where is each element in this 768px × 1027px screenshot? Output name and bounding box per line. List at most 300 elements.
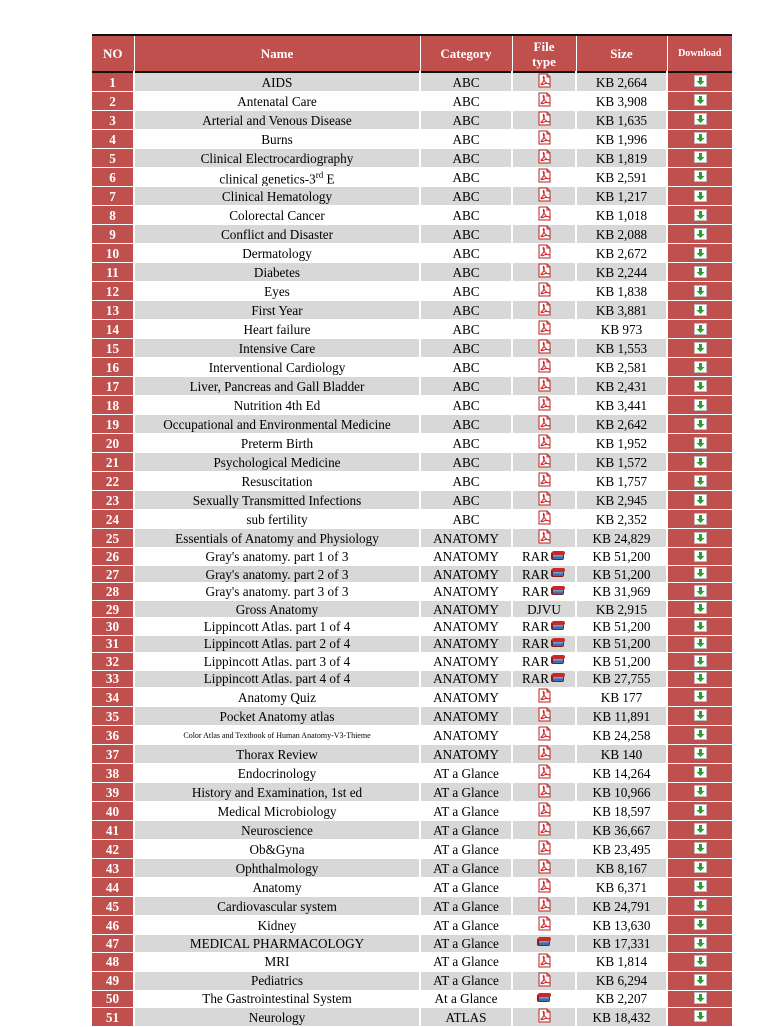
row-number: 43 bbox=[92, 859, 134, 878]
download-arrow-icon[interactable] bbox=[694, 899, 707, 914]
book-name: Neurology bbox=[134, 1008, 420, 1027]
book-category: ABC bbox=[420, 130, 512, 149]
pdf-file-icon[interactable] bbox=[537, 745, 552, 763]
rar-archive-icon[interactable] bbox=[536, 935, 552, 951]
book-name: Conflict and Disaster bbox=[134, 225, 420, 244]
pdf-file-icon[interactable] bbox=[537, 130, 552, 148]
pdf-file-icon[interactable] bbox=[537, 897, 552, 915]
pdf-file-icon[interactable] bbox=[537, 916, 552, 934]
table-row bbox=[92, 897, 732, 916]
row-number: 48 bbox=[92, 952, 134, 971]
pdf-file-icon[interactable] bbox=[537, 358, 552, 376]
book-name: Gray's anatomy. part 3 of 3 bbox=[134, 583, 420, 600]
file-size: KB 2,945 bbox=[576, 491, 667, 510]
book-category: ABC bbox=[420, 187, 512, 206]
table-row bbox=[92, 244, 732, 263]
download-cell bbox=[667, 548, 732, 565]
row-number: 47 bbox=[92, 935, 134, 952]
download-arrow-icon[interactable] bbox=[694, 637, 707, 652]
file-type bbox=[512, 859, 576, 878]
download-arrow-icon[interactable] bbox=[694, 880, 707, 895]
download-cell bbox=[667, 916, 732, 935]
download-arrow-icon[interactable] bbox=[694, 728, 707, 743]
pdf-file-icon[interactable] bbox=[537, 859, 552, 877]
book-category: ABC bbox=[420, 206, 512, 225]
book-name: sub fertility bbox=[134, 510, 420, 529]
download-cell bbox=[667, 92, 732, 111]
download-arrow-icon[interactable] bbox=[694, 323, 707, 338]
file-type bbox=[512, 187, 576, 206]
download-arrow-icon[interactable] bbox=[694, 861, 707, 876]
pdf-file-icon[interactable] bbox=[537, 73, 552, 91]
row-number: 17 bbox=[92, 377, 134, 396]
download-arrow-icon[interactable] bbox=[694, 342, 707, 357]
book-category: ANATOMY bbox=[420, 583, 512, 600]
download-arrow-icon[interactable] bbox=[694, 151, 707, 166]
download-arrow-icon[interactable] bbox=[694, 228, 707, 243]
book-category: ANATOMY bbox=[420, 618, 512, 635]
download-arrow-icon[interactable] bbox=[694, 209, 707, 224]
file-type bbox=[512, 149, 576, 168]
file-size: KB 24,829 bbox=[576, 529, 667, 548]
book-name: Ob&Gyna bbox=[134, 840, 420, 859]
book-name: Diabetes bbox=[134, 263, 420, 282]
file-size: KB 13,630 bbox=[576, 916, 667, 935]
book-category: ABC bbox=[420, 491, 512, 510]
download-cell bbox=[667, 600, 732, 617]
row-number: 30 bbox=[92, 618, 134, 635]
table-row bbox=[92, 358, 732, 377]
file-size: KB 51,200 bbox=[576, 565, 667, 582]
download-arrow-icon[interactable] bbox=[694, 418, 707, 433]
file-size: KB 51,200 bbox=[576, 635, 667, 652]
book-category: AT a Glance bbox=[420, 952, 512, 971]
download-arrow-icon[interactable] bbox=[694, 266, 707, 281]
file-type-label: RAR bbox=[521, 566, 550, 582]
rar-archive-icon[interactable] bbox=[550, 584, 566, 600]
table-row bbox=[92, 600, 732, 617]
download-cell bbox=[667, 244, 732, 263]
download-cell bbox=[667, 653, 732, 670]
download-cell bbox=[667, 149, 732, 168]
pdf-file-icon[interactable] bbox=[537, 972, 552, 990]
download-arrow-icon[interactable] bbox=[694, 690, 707, 705]
download-cell bbox=[667, 434, 732, 453]
book-category: AT a Glance bbox=[420, 897, 512, 916]
book-category: AT a Glance bbox=[420, 916, 512, 935]
download-cell bbox=[667, 840, 732, 859]
rar-archive-icon[interactable] bbox=[550, 619, 566, 635]
pdf-file-icon[interactable] bbox=[537, 472, 552, 490]
row-number: 9 bbox=[92, 225, 134, 244]
table-row bbox=[92, 726, 732, 745]
book-name: Ophthalmology bbox=[134, 859, 420, 878]
pdf-file-icon[interactable] bbox=[537, 953, 552, 971]
file-size: KB 3,881 bbox=[576, 301, 667, 320]
book-name-text: clinical genetics-3 bbox=[219, 171, 316, 187]
row-number: 36 bbox=[92, 726, 134, 745]
file-type bbox=[512, 396, 576, 415]
row-number: 15 bbox=[92, 339, 134, 358]
book-name: First Year bbox=[134, 301, 420, 320]
file-size: KB 51,200 bbox=[576, 618, 667, 635]
file-size: KB 2,672 bbox=[576, 244, 667, 263]
book-category: ABC bbox=[420, 510, 512, 529]
pdf-file-icon[interactable] bbox=[537, 301, 552, 319]
file-type bbox=[512, 263, 576, 282]
table-row bbox=[92, 840, 732, 859]
download-arrow-icon[interactable] bbox=[694, 75, 707, 90]
file-size: KB 2,207 bbox=[576, 990, 667, 1007]
table-row bbox=[92, 187, 732, 206]
rar-archive-icon[interactable] bbox=[550, 549, 566, 565]
pdf-file-icon[interactable] bbox=[537, 111, 552, 129]
row-number: 41 bbox=[92, 821, 134, 840]
pdf-file-icon[interactable] bbox=[537, 510, 552, 528]
file-type-label: DJVU bbox=[527, 601, 561, 617]
row-number: 39 bbox=[92, 783, 134, 802]
file-type bbox=[512, 565, 576, 582]
row-number: 23 bbox=[92, 491, 134, 510]
book-category: ANATOMY bbox=[420, 688, 512, 707]
download-arrow-icon[interactable] bbox=[694, 804, 707, 819]
download-arrow-icon[interactable] bbox=[694, 992, 707, 1007]
rar-archive-icon[interactable] bbox=[550, 636, 566, 652]
download-cell bbox=[667, 635, 732, 652]
file-type bbox=[512, 415, 576, 434]
header-row bbox=[92, 35, 732, 72]
download-cell bbox=[667, 990, 732, 1007]
download-arrow-icon[interactable] bbox=[694, 247, 707, 262]
download-cell bbox=[667, 783, 732, 802]
pdf-file-icon[interactable] bbox=[537, 206, 552, 224]
row-number: 20 bbox=[92, 434, 134, 453]
pdf-file-icon[interactable] bbox=[537, 1008, 552, 1026]
rar-archive-icon[interactable] bbox=[536, 991, 552, 1007]
file-size: KB 2,581 bbox=[576, 358, 667, 377]
header-no: NO bbox=[92, 35, 134, 72]
download-arrow-icon[interactable] bbox=[694, 974, 707, 989]
book-category: ABC bbox=[420, 301, 512, 320]
book-list-sheet bbox=[92, 34, 732, 1027]
download-arrow-icon[interactable] bbox=[694, 672, 707, 687]
download-arrow-icon[interactable] bbox=[694, 380, 707, 395]
book-name: Essentials of Anatomy and Physiology bbox=[134, 529, 420, 548]
file-size: KB 1,572 bbox=[576, 453, 667, 472]
book-category: ATLAS bbox=[420, 1008, 512, 1027]
download-arrow-icon[interactable] bbox=[694, 585, 707, 600]
file-type bbox=[512, 206, 576, 225]
book-name: Intensive Care bbox=[134, 339, 420, 358]
download-cell bbox=[667, 859, 732, 878]
table-row bbox=[92, 971, 732, 990]
book-name: Lippincott Atlas. part 1 of 4 bbox=[134, 618, 420, 635]
file-size: KB 17,331 bbox=[576, 935, 667, 952]
rar-archive-icon[interactable] bbox=[550, 671, 566, 687]
download-arrow-icon[interactable] bbox=[694, 620, 707, 635]
book-name: Color Atlas and Textbook of Human Anatomy-V3-Thieme bbox=[134, 726, 420, 745]
table-row bbox=[92, 548, 732, 565]
pdf-file-icon[interactable] bbox=[537, 377, 552, 395]
download-arrow-icon[interactable] bbox=[694, 170, 707, 185]
table-row bbox=[92, 688, 732, 707]
download-cell bbox=[667, 821, 732, 840]
pdf-file-icon[interactable] bbox=[537, 491, 552, 509]
row-number: 10 bbox=[92, 244, 134, 263]
book-category: ANATOMY bbox=[420, 707, 512, 726]
book-category: AT a Glance bbox=[420, 783, 512, 802]
header-file-type-line2: type bbox=[532, 53, 556, 69]
file-type bbox=[512, 653, 576, 670]
download-arrow-icon[interactable] bbox=[694, 766, 707, 781]
row-number: 4 bbox=[92, 130, 134, 149]
file-size: KB 8,167 bbox=[576, 859, 667, 878]
download-arrow-icon[interactable] bbox=[694, 785, 707, 800]
download-cell bbox=[667, 565, 732, 582]
row-number: 32 bbox=[92, 653, 134, 670]
pdf-file-icon[interactable] bbox=[537, 339, 552, 357]
row-number: 44 bbox=[92, 878, 134, 897]
book-category: AT a Glance bbox=[420, 935, 512, 952]
book-name: Pediatrics bbox=[134, 971, 420, 990]
pdf-file-icon[interactable] bbox=[537, 726, 552, 744]
download-cell bbox=[667, 688, 732, 707]
download-arrow-icon[interactable] bbox=[694, 132, 707, 147]
download-cell bbox=[667, 72, 732, 92]
pdf-file-icon[interactable] bbox=[537, 783, 552, 801]
book-name: Gray's anatomy. part 1 of 3 bbox=[134, 548, 420, 565]
book-name: Heart failure bbox=[134, 320, 420, 339]
download-cell bbox=[667, 453, 732, 472]
download-cell bbox=[667, 130, 732, 149]
pdf-file-icon[interactable] bbox=[537, 821, 552, 839]
pdf-file-icon[interactable] bbox=[537, 168, 552, 186]
file-type bbox=[512, 670, 576, 687]
file-type bbox=[512, 764, 576, 783]
pdf-file-icon[interactable] bbox=[537, 688, 552, 706]
book-category: AT a Glance bbox=[420, 840, 512, 859]
file-size: KB 2,088 bbox=[576, 225, 667, 244]
book-name: AIDS bbox=[134, 72, 420, 92]
book-category: ABC bbox=[420, 72, 512, 92]
book-name bbox=[134, 168, 420, 187]
file-type bbox=[512, 491, 576, 510]
row-number: 24 bbox=[92, 510, 134, 529]
rar-archive-icon[interactable] bbox=[550, 566, 566, 582]
pdf-file-icon[interactable] bbox=[537, 244, 552, 262]
pdf-file-icon[interactable] bbox=[537, 802, 552, 820]
download-arrow-icon[interactable] bbox=[694, 304, 707, 319]
download-cell bbox=[667, 396, 732, 415]
row-number: 33 bbox=[92, 670, 134, 687]
download-arrow-icon[interactable] bbox=[694, 399, 707, 414]
book-name: Clinical Hematology bbox=[134, 187, 420, 206]
book-category: ABC bbox=[420, 111, 512, 130]
download-arrow-icon[interactable] bbox=[694, 567, 707, 582]
file-type bbox=[512, 434, 576, 453]
download-arrow-icon[interactable] bbox=[694, 747, 707, 762]
download-arrow-icon[interactable] bbox=[694, 602, 707, 617]
rar-archive-icon[interactable] bbox=[550, 653, 566, 669]
row-number: 21 bbox=[92, 453, 134, 472]
book-name: Medical Microbiology bbox=[134, 802, 420, 821]
file-type bbox=[512, 878, 576, 897]
book-table bbox=[92, 34, 732, 1027]
download-arrow-icon[interactable] bbox=[694, 655, 707, 670]
row-number: 35 bbox=[92, 707, 134, 726]
book-category: ANATOMY bbox=[420, 635, 512, 652]
book-name-superscript: rd bbox=[315, 170, 324, 180]
book-category: ABC bbox=[420, 320, 512, 339]
book-category: ANATOMY bbox=[420, 600, 512, 617]
row-number: 6 bbox=[92, 168, 134, 187]
file-type bbox=[512, 990, 576, 1007]
book-name-suffix: E bbox=[323, 171, 335, 187]
pdf-file-icon[interactable] bbox=[537, 320, 552, 338]
file-size: KB 1,819 bbox=[576, 149, 667, 168]
table-row bbox=[92, 72, 732, 92]
download-cell bbox=[667, 802, 732, 821]
row-number: 42 bbox=[92, 840, 134, 859]
book-name: Anatomy Quiz bbox=[134, 688, 420, 707]
download-cell bbox=[667, 472, 732, 491]
book-name: Clinical Electrocardiography bbox=[134, 149, 420, 168]
book-name: Gray's anatomy. part 2 of 3 bbox=[134, 565, 420, 582]
download-arrow-icon[interactable] bbox=[694, 456, 707, 471]
row-number: 19 bbox=[92, 415, 134, 434]
book-name: Pocket Anatomy atlas bbox=[134, 707, 420, 726]
pdf-file-icon[interactable] bbox=[537, 396, 552, 414]
table-row bbox=[92, 92, 732, 111]
book-category: ABC bbox=[420, 377, 512, 396]
book-category: ABC bbox=[420, 92, 512, 111]
download-cell bbox=[667, 415, 732, 434]
pdf-file-icon[interactable] bbox=[537, 263, 552, 281]
book-category: ANATOMY bbox=[420, 745, 512, 764]
row-number: 40 bbox=[92, 802, 134, 821]
table-row bbox=[92, 149, 732, 168]
book-category: ANATOMY bbox=[420, 653, 512, 670]
table-row bbox=[92, 529, 732, 548]
table-row bbox=[92, 320, 732, 339]
book-category: ABC bbox=[420, 282, 512, 301]
book-category: ABC bbox=[420, 244, 512, 263]
book-name: Sexually Transmitted Infections bbox=[134, 491, 420, 510]
file-type bbox=[512, 244, 576, 263]
table-row bbox=[92, 301, 732, 320]
download-arrow-icon[interactable] bbox=[694, 94, 707, 109]
file-type-label: RAR bbox=[521, 653, 550, 669]
download-cell bbox=[667, 263, 732, 282]
pdf-file-icon[interactable] bbox=[537, 764, 552, 782]
download-cell bbox=[667, 510, 732, 529]
download-cell bbox=[667, 282, 732, 301]
book-name: Nutrition 4th Ed bbox=[134, 396, 420, 415]
download-arrow-icon[interactable] bbox=[694, 285, 707, 300]
file-size: KB 1,757 bbox=[576, 472, 667, 491]
download-arrow-icon[interactable] bbox=[694, 955, 707, 970]
header-size: Size bbox=[576, 35, 667, 72]
download-cell bbox=[667, 878, 732, 897]
download-arrow-icon[interactable] bbox=[694, 361, 707, 376]
download-cell bbox=[667, 618, 732, 635]
download-arrow-icon[interactable] bbox=[694, 494, 707, 509]
download-arrow-icon[interactable] bbox=[694, 532, 707, 547]
row-number: 46 bbox=[92, 916, 134, 935]
row-number: 3 bbox=[92, 111, 134, 130]
pdf-file-icon[interactable] bbox=[537, 187, 552, 205]
file-size: KB 31,969 bbox=[576, 583, 667, 600]
row-number: 37 bbox=[92, 745, 134, 764]
file-size: KB 1,838 bbox=[576, 282, 667, 301]
file-size: KB 177 bbox=[576, 688, 667, 707]
download-cell bbox=[667, 339, 732, 358]
download-arrow-icon[interactable] bbox=[694, 709, 707, 724]
row-number: 22 bbox=[92, 472, 134, 491]
book-category: ABC bbox=[420, 396, 512, 415]
row-number: 49 bbox=[92, 971, 134, 990]
pdf-file-icon[interactable] bbox=[537, 707, 552, 725]
download-cell bbox=[667, 301, 732, 320]
download-arrow-icon[interactable] bbox=[694, 475, 707, 490]
file-size: KB 1,217 bbox=[576, 187, 667, 206]
row-number: 27 bbox=[92, 565, 134, 582]
file-size: KB 1,952 bbox=[576, 434, 667, 453]
pdf-file-icon[interactable] bbox=[537, 434, 552, 452]
pdf-file-icon[interactable] bbox=[537, 225, 552, 243]
table-row bbox=[92, 225, 732, 244]
pdf-file-icon[interactable] bbox=[537, 282, 552, 300]
download-arrow-icon[interactable] bbox=[694, 823, 707, 838]
table-row bbox=[92, 434, 732, 453]
pdf-file-icon[interactable] bbox=[537, 415, 552, 433]
download-arrow-icon[interactable] bbox=[694, 937, 707, 952]
download-arrow-icon[interactable] bbox=[694, 113, 707, 128]
download-arrow-icon[interactable] bbox=[694, 190, 707, 205]
table-row bbox=[92, 168, 732, 187]
book-name: Antenatal Care bbox=[134, 92, 420, 111]
book-name: Thorax Review bbox=[134, 745, 420, 764]
download-arrow-icon[interactable] bbox=[694, 437, 707, 452]
file-type-label: RAR bbox=[521, 584, 550, 600]
row-number: 50 bbox=[92, 990, 134, 1007]
pdf-file-icon[interactable] bbox=[537, 840, 552, 858]
book-name: Lippincott Atlas. part 3 of 4 bbox=[134, 653, 420, 670]
download-arrow-icon[interactable] bbox=[694, 918, 707, 933]
pdf-file-icon[interactable] bbox=[537, 529, 552, 547]
table-row bbox=[92, 111, 732, 130]
download-arrow-icon[interactable] bbox=[694, 842, 707, 857]
download-arrow-icon[interactable] bbox=[694, 1010, 707, 1025]
download-arrow-icon[interactable] bbox=[694, 513, 707, 528]
table-row bbox=[92, 878, 732, 897]
book-category: ABC bbox=[420, 263, 512, 282]
file-size: KB 1,635 bbox=[576, 111, 667, 130]
pdf-file-icon[interactable] bbox=[537, 878, 552, 896]
file-size: KB 18,597 bbox=[576, 802, 667, 821]
table-row bbox=[92, 396, 732, 415]
row-number: 7 bbox=[92, 187, 134, 206]
book-name: Dermatology bbox=[134, 244, 420, 263]
file-size: KB 140 bbox=[576, 745, 667, 764]
pdf-file-icon[interactable] bbox=[537, 453, 552, 471]
download-cell bbox=[667, 935, 732, 952]
download-arrow-icon[interactable] bbox=[694, 550, 707, 565]
header-file-type bbox=[512, 35, 576, 72]
header-category: Category bbox=[420, 35, 512, 72]
pdf-file-icon[interactable] bbox=[537, 92, 552, 110]
pdf-file-icon[interactable] bbox=[537, 149, 552, 167]
